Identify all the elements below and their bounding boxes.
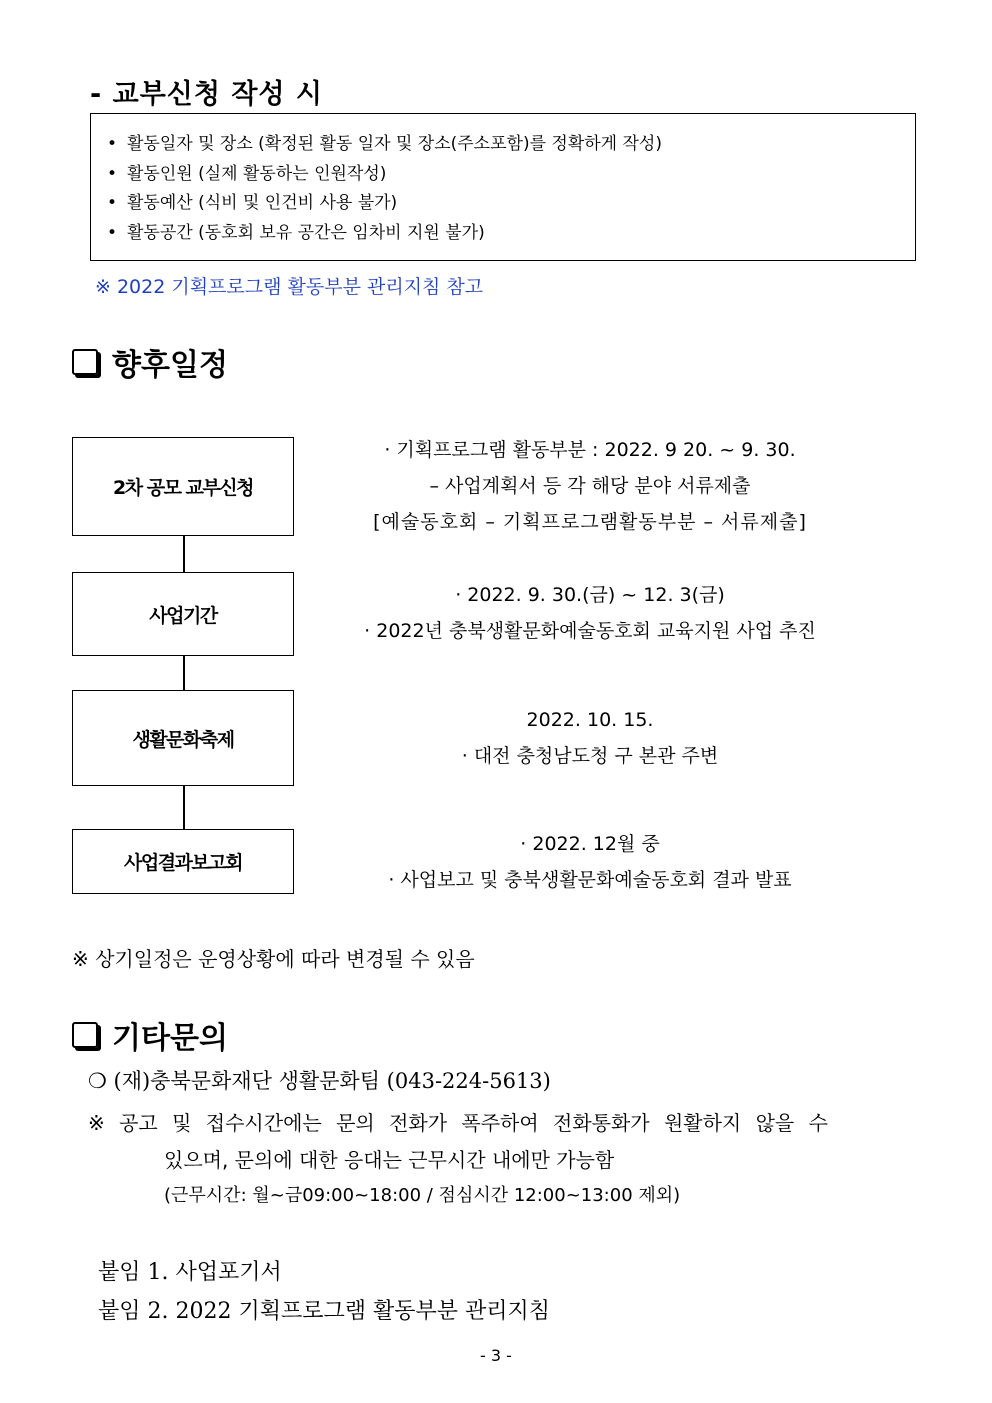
attachment-item: 붙임 2. 2022 기획프로그램 활동부분 관리지침 — [98, 1299, 550, 1324]
stage-description-application: · 기획프로그램 활동부분 : 2022. 9 20. ~ 9. 30. – 사업계획서 등 각 해당 분야 서류제출 [예술동호회 – 기획프로그램활동부분 – 서류제출] — [373, 439, 807, 533]
attachment-item: 붙임 1. 사업포기서 — [98, 1260, 282, 1285]
guideline-reference-note: ※ 2022 기획프로그램 활동부분 관리지침 참고 — [95, 276, 484, 298]
guideline-item: • 활동일자 및 장소 (확정된 활동 일자 및 장소(주소포함)를 정확하게 작성) — [107, 134, 662, 154]
guideline-item: • 활동인원 (실제 활동하는 인원작성) — [107, 163, 387, 184]
page-number: - 3 - — [480, 1346, 512, 1365]
schedule-section-title: 향후일정 — [72, 340, 228, 384]
guideline-item: • 활동공간 (동호회 보유 공간은 임차비 지원 불가) — [107, 222, 485, 243]
flow-connector — [183, 656, 185, 690]
checkbox-square-icon — [72, 349, 98, 375]
checkbox-square-icon — [72, 1022, 98, 1048]
inquiry-notice: ※ 공고 및 접수시간에는 문의 전화가 폭주하여 전화통화가 원활하지 않을 수 있으며, 문의에 대한 응대는 근무시간 내에만 가능함 (근무시간: 월~금09:00~18:00 / 점심시간 12:00~13:00 제외) — [88, 1111, 828, 1206]
flow-connector — [183, 786, 185, 829]
stage-box-application: 2차 공모 교부신청 — [72, 437, 294, 536]
submission-guideline-box — [90, 113, 916, 261]
stage-description-festival: 2022. 10. 15. · 대전 충청남도청 구 본관 주변 — [461, 709, 719, 767]
stage-box-result-report: 사업결과보고회 — [72, 829, 294, 894]
guideline-item: • 활동예산 (식비 및 인건비 사용 불가) — [107, 193, 398, 213]
stage-box-festival: 생활문화축제 — [72, 690, 294, 786]
stage-description-project-period: · 2022. 9. 30.(금) ~ 12. 3(금) · 2022년 충북생활문화예술동호회 교육지원 사업 추진 — [364, 584, 816, 642]
contact-info: ❍ (재)충북문화재단 생활문화팀 (043-224-5613) — [88, 1069, 551, 1093]
submission-heading: - 교부신청 작성 시 — [90, 79, 323, 110]
inquiry-section-title: 기타문의 — [72, 1013, 228, 1057]
stage-box-project-period: 사업기간 — [72, 572, 294, 656]
stage-description-result-report: · 2022. 12월 중 · 사업보고 및 충북생활문화예술동호회 결과 발표 — [388, 833, 792, 891]
flow-connector — [183, 536, 185, 572]
schedule-remark: ※ 상기일정은 운영상황에 따라 변경될 수 있음 — [72, 947, 475, 971]
